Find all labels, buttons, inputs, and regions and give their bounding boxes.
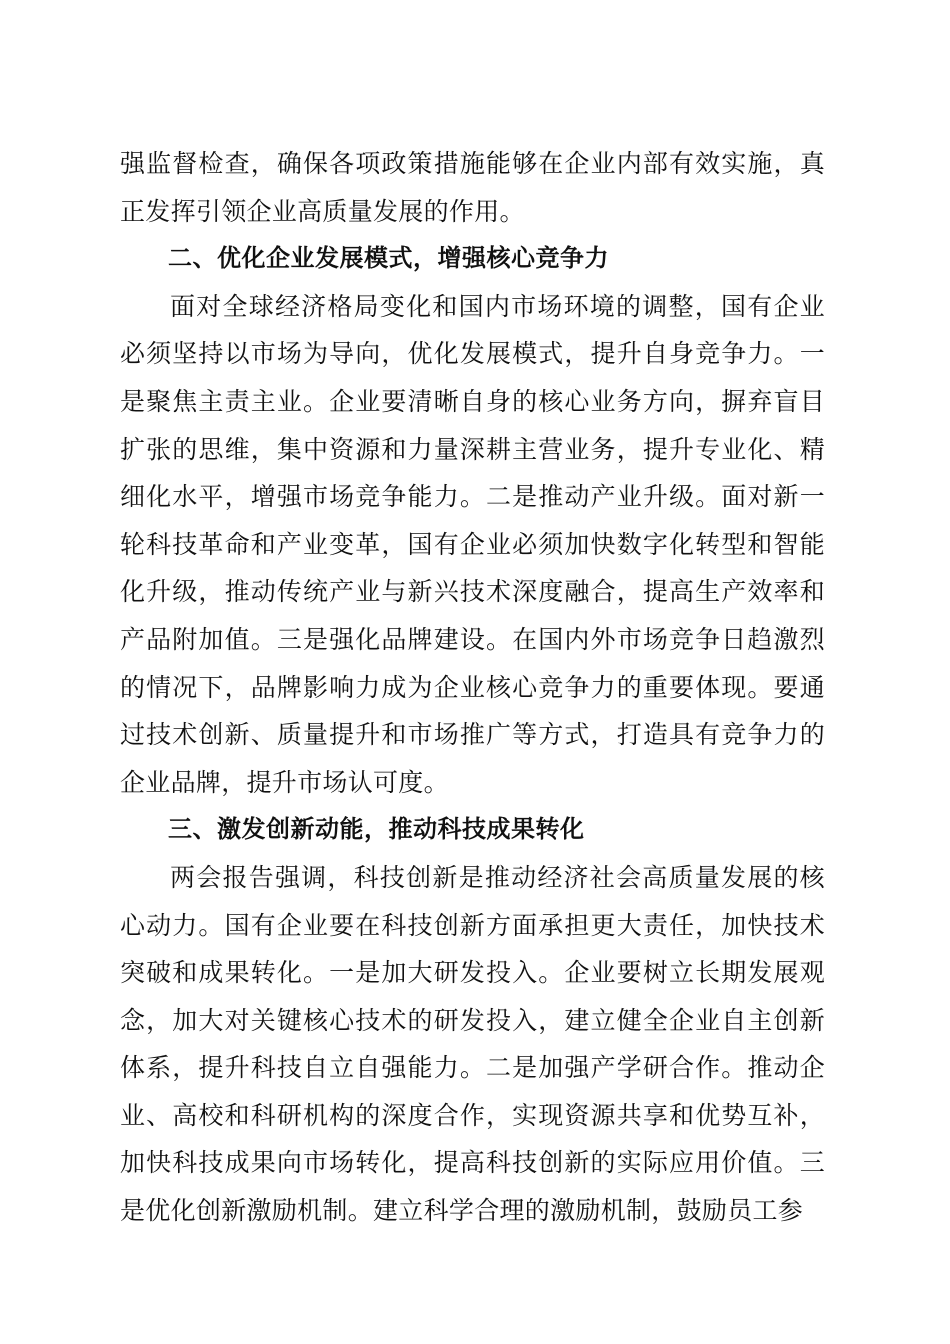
paragraph-continuation: 强监督检查，确保各项政策措施能够在企业内部有效实施，真正发挥引领企业高质量发展的作用。 <box>120 149 825 226</box>
document-page <box>120 140 825 1235</box>
section-heading-3: 三、激发创新动能，推动科技成果转化 <box>168 815 585 844</box>
paragraph-section-2: 面对全球经济格局变化和国内市场环境的调整，国有企业必须坚持以市场为导向，优化发展模式，提升自身竞争力。一是聚焦主责主业。企业要清晰自身的核心业务方向，摒弃盲目扩张的思维，集中资源和力量深耕主营业务，提升专业化、精细化水平，增强市场竞争能力。二是推动产业升级。面对新一轮科技革命和产业变革，国有企业必须加快数字化转型和智能化升级，推动传统产业与新兴技术深度融合，提高生产效率和产品附加值。三是强化品牌建设。在国内外市场竞争日趋激烈的情况下，品牌影响力成为企业核心竞争力的重要体现。要通过技术创新、质量提升和市场推广等方式，打造具有竞争力的企业品牌，提升市场认可度。 <box>120 291 825 797</box>
section-heading-2: 二、优化企业发展模式，增强核心竞争力 <box>168 244 609 273</box>
paragraph-section-3: 两会报告强调，科技创新是推动经济社会高质量发展的核心动力。国有企业要在科技创新方面承担更大责任，加快技术突破和成果转化。一是加大研发投入。企业要树立长期发展观念，加大对关键核心技术的研发投入，建立健全企业自主创新体系，提升科技自立自强能力。二是加强产学研合作。推动企业、高校和科研机构的深度合作，实现资源共享和优势互补，加快科技成果向市场转化，提高科技创新的实际应用价值。三是优化创新激励机制。建立科学合理的激励机制，鼓励员工参 <box>120 862 825 1226</box>
